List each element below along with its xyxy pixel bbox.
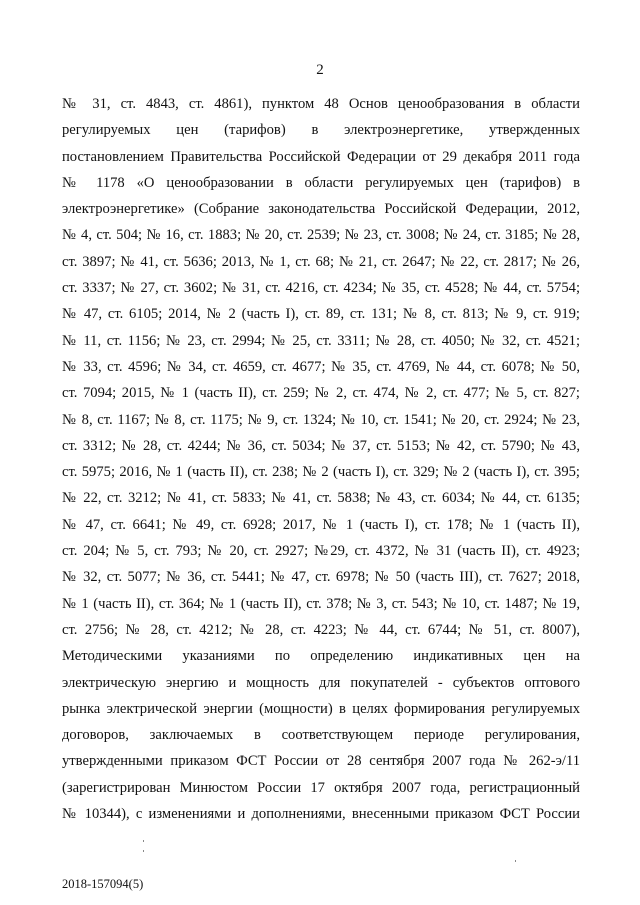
text-line: № 8, ст. 1167; № 8, ст. 1175; № 9, ст. 1324; № 10, ст. 1541; № 20, ст. 2924; № 23, [62, 411, 580, 428]
text-line: ст. 3312; № 28, ст. 4244; № 36, ст. 5034; № 37, ст. 5153; № 42, ст. 5790; № 43, [62, 437, 580, 454]
scan-speck [143, 850, 144, 852]
text-line: регулируемых цен (тарифов) в электроэнергетике, утвержденных [62, 122, 580, 139]
text-line: № 1 (часть II), ст. 364; № 1 (часть II), ст. 378; № 3, ст. 543; № 10, ст. 1487; № 19, [62, 595, 580, 612]
text-line: Методическими указаниями по определению индикативных цен на [62, 648, 580, 665]
text-line: № 22, ст. 3212; № 41, ст. 5833; № 41, ст. 5838; № 43, ст. 6034; № 44, ст. 6135; [62, 490, 580, 507]
text-line: № 47, ст. 6105; 2014, № 2 (часть I), ст. 89, ст. 131; № 8, ст. 813; № 9, ст. 919; [62, 306, 580, 323]
text-line: № 33, ст. 4596; № 34, ст. 4659, ст. 4677; № 35, ст. 4769, № 44, ст. 6078; № 50, [62, 358, 580, 375]
text-line: № 31, ст. 4843, ст. 4861), пунктом 48 Основ ценообразования в области [62, 96, 580, 112]
scan-speck [143, 840, 144, 842]
text-line: № 10344), с изменениями и дополнениями, внесенными приказом ФСТ России [62, 806, 580, 823]
scan-speck [515, 860, 516, 862]
text-line: ст. 2756; № 28, ст. 4212; № 28, ст. 4223; № 44, ст. 6744; № 51, ст. 8007), [62, 621, 580, 638]
text-line: № 1178 «О ценообразовании в области регулируемых цен (тарифов) в [62, 174, 580, 191]
text-line: № 11, ст. 1156; № 23, ст. 2994; № 25, ст. 3311; № 28, ст. 4050; № 32, ст. 4521; [62, 332, 580, 349]
text-line: № 47, ст. 6641; № 49, ст. 6928; 2017, № 1 (часть I), ст. 178; № 1 (часть II), [62, 516, 580, 533]
text-line: постановлением Правительства Российской Федерации от 29 декабря 2011 года [62, 148, 580, 165]
text-line: ст. 3897; № 41, ст. 5636; 2013, № 1, ст. 68; № 21, ст. 2647; № 22, ст. 2817; № 26, [62, 253, 580, 270]
text-line: электроэнергетике» (Собрание законодательства Российской Федерации, 2012, [62, 201, 580, 218]
text-line: № 32, ст. 5077; № 36, ст. 5441; № 47, ст. 6978; № 50 (часть III), ст. 7627; 2018, [62, 569, 580, 586]
text-line: ст. 7094; 2015, № 1 (часть II), ст. 259; № 2, ст. 474, № 2, ст. 477; № 5, ст. 827; [62, 385, 580, 402]
text-line: электрическую энергию и мощность для покупателей - субъектов оптового [62, 674, 580, 691]
text-line: № 4, ст. 504; № 16, ст. 1883; № 20, ст. 2539; № 23, ст. 3008; № 24, ст. 3185; № 28, [62, 227, 580, 244]
document-code: 2018-157094(5) [62, 877, 144, 891]
page-number: 2 [316, 62, 324, 78]
text-line: (зарегистрирован Минюстом России 17 октября 2007 года, регистрационный [62, 779, 580, 796]
text-line: ст. 204; № 5, ст. 793; № 20, ст. 2927; №29, ст. 4372, № 31 (часть II), ст. 4923; [62, 543, 580, 560]
body-text [62, 94, 580, 830]
text-line: ст. 5975; 2016, № 1 (часть II), ст. 238; № 2 (часть I), ст. 329; № 2 (часть I), ст. 395; [62, 464, 580, 481]
text-line: ст. 3337; № 27, ст. 3602; № 31, ст. 4216, ст. 4234; № 35, ст. 4528; № 44, ст. 5754; [62, 280, 580, 297]
text-line: рынка электрической энергии (мощности) в целях формирования регулируемых [62, 700, 580, 717]
text-line: утвержденными приказом ФСТ России от 28 сентября 2007 года № 262-э/11 [62, 753, 580, 770]
text-line: договоров, заключаемых в соответствующем периоде регулирования, [62, 727, 580, 744]
